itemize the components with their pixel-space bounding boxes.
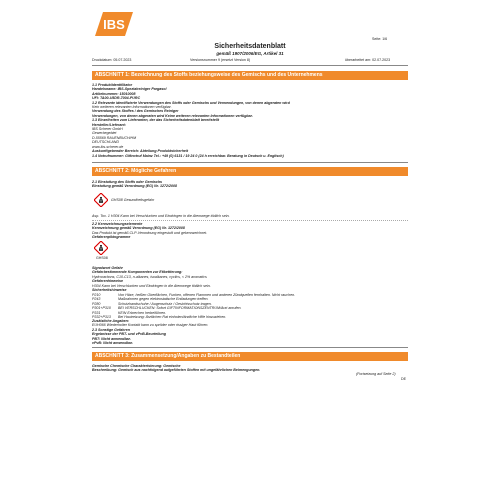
text-line: Verwendung des Stoffes / des Gemisches Reiniger <box>92 109 179 114</box>
text-line: Artikelnummer: 15010008 <box>92 91 136 96</box>
precautionary-statements <box>92 293 408 319</box>
text-line: D-55569 RAUENBUCH/HM <box>92 135 137 140</box>
text-line: 1.3 Einzelheiten zum Lieferanten, der das Sicherheitsdatenblatt bereitstellt <box>92 118 220 123</box>
text-line: Zusätzliche Angaben: <box>92 319 130 323</box>
ghs08-health-hazard-icon <box>94 193 108 207</box>
section-2-other-hazards <box>92 319 408 345</box>
revision-date: überarbeitet am: 02.07.2023 <box>345 58 391 62</box>
text-line: IBS Scherer GmbH <box>92 127 123 132</box>
sub-divider <box>92 220 408 221</box>
ghs08-label: GHS08 Gesundheitsgefahr <box>111 198 155 202</box>
document-title: Sicherheitsdatenblatt <box>214 43 286 50</box>
section-3-header: ABSCHNITT 3: Zusammensetzung/Angaben zu Bestandteilen <box>92 352 408 361</box>
section-2-header: ABSCHNITT 2: Mögliche Gefahren <box>92 167 408 176</box>
continued-note: (Fortsetzung auf Seite 2) <box>356 372 396 376</box>
text-line: Kein weiteren relevanten Informationen verfügbar. <box>92 105 172 110</box>
version-number: Versionsnummer 9 (ersetzt Version 8) <box>190 58 251 62</box>
text-line: EUH066 Wiederholter Kontakt kann zu spröder oder rissiger Haut führen. <box>92 323 209 328</box>
section-1-divider <box>92 162 408 163</box>
text-line: www.ibs-scherer.de <box>92 144 124 149</box>
statement-text: Von Hitze, heißen Oberflächen, Funken, offenen Flammen und anderen Zündquellen fernhalten. Nicht rauchen. <box>118 293 296 297</box>
text-line: Beschreibung: Gemisch aus nachfolgend aufgeführten Stoffen mit ungefährlichen Beimengungen. <box>92 368 261 373</box>
text-line: UFI: TA00-U5DR-7004-PURC <box>92 96 141 101</box>
text-line: Gewerbegebiet <box>92 131 117 136</box>
page-number: Seite: 1/6 <box>372 37 388 41</box>
text-line: Signalwort Gefahr <box>92 266 123 270</box>
text-line: Handelsname: IBS-Spezialreiniger Pargasol <box>92 87 167 92</box>
text-line: Sicherheitshinweise <box>92 288 127 293</box>
section-2-divider <box>92 347 408 348</box>
statement-text: Schutzhandschuhe / Augenschutz / Gesichtsschutz tragen. <box>118 301 212 306</box>
company-logo <box>93 10 135 38</box>
text-line: 2.1 Einstufung des Stoffs oder Gemischs <box>92 180 163 184</box>
statement-code: P331 <box>92 310 101 315</box>
text-line: Gefahrenhinweise <box>92 279 123 284</box>
text-line: 1.2 Relevante identifizierte Verwendungen des Stoffs oder Gemischs und Verwendungen, von denen abgeraten wird <box>92 100 290 105</box>
text-line: Gemische Chemische Charakterisierung: Gemische <box>92 364 181 368</box>
text-line: Hydrocarbons, C10-C13, n-alkanes, isoalkanes, cyclics, < 2% aromatics <box>92 274 207 279</box>
statement-code: P301+P310 <box>92 306 111 311</box>
statement-text: Maßnahmen gegen elektrostatische Entladungen treffen. <box>118 297 209 302</box>
text-line: 2.2 Kennzeichnungselemente <box>92 222 143 226</box>
document-header <box>92 43 408 57</box>
asp-tox-line: Asp. Tox. 1 H304 Kann bei Verschlucken und Eindringen in die Atemwege tödlich sein. <box>92 214 230 218</box>
section-2-classification <box>92 180 408 189</box>
text-line: Einstufung gemäß Verordnung (EG) Nr. 1272/2008 <box>92 184 177 189</box>
logo-icon <box>93 10 135 38</box>
ghs08-pictogram-label: GHS08 <box>96 256 108 260</box>
language-code: DE <box>401 377 406 381</box>
text-line: Auskunftgebender Bereich: Abteilung Produktsicherheit <box>92 149 189 154</box>
text-line: Hersteller/Lieferant: <box>92 122 126 127</box>
text-line: H304 Kann bei Verschlucken und Eindringen in die Atemwege tödlich sein. <box>92 283 211 288</box>
text-line: Das Produkt ist gemäß CLP-Verordnung eingestuft und gekennzeichnet. <box>92 230 208 235</box>
statement-text: KEIN Erbrechen herbeiführen. <box>118 310 167 315</box>
section-1-header: ABSCHNITT 1: Bezeichnung des Stoffs beziehungsweise des Gemischs und des Unternehmens <box>92 71 408 80</box>
text-line: DEUTSCHLAND <box>92 140 119 145</box>
document-subtitle: gemäß 1907/2006/EG, Artikel 31 <box>216 51 284 56</box>
text-line: 2.3 Sonstige Gefahren <box>92 327 130 332</box>
text-line: Verwendungen, von denen abgeraten wird Keine weiteren relevanten Informationen verfügbar. <box>92 113 253 118</box>
section-2-signal <box>92 266 408 292</box>
text-line: 1.1 Produktidentifikator <box>92 83 133 87</box>
ghs08-pictogram-icon <box>94 241 108 255</box>
text-line: Ergebnisse der PBT- und vPvB-Beurteilung <box>92 332 166 337</box>
text-line: Gefahrenpiktogramme <box>92 235 131 240</box>
text-line: 1.4 Notrufnummer: Giftnotruf Mainz Tel.: +49 (0) 6131 / 19 24 0 (24 h erreichbar. Beratung in Deutsch u. Englisch) <box>92 153 284 158</box>
statement-code: P332+P313 <box>92 315 111 320</box>
logo-text: IBS <box>103 17 125 32</box>
text-line: PBT: Nicht anwendbar. <box>92 336 131 341</box>
text-line: Gefahrbestimmende Komponenten zur Etikettierung: <box>92 270 183 275</box>
text-line: vPvB: Nicht anwendbar. <box>92 341 133 346</box>
statement-text: Bei Hautreizung: Ärztlichen Rat einholen/ärztliche Hilfe hinzuziehen. <box>118 315 227 320</box>
statement-text: BEI VERSCHLUCKEN: Sofort GIFTINFORMATIONSZENTRUM/Arzt anrufen. <box>118 306 242 311</box>
statement-code: P243 <box>92 297 101 302</box>
section-1-body <box>92 83 408 158</box>
statement-code: P280 <box>92 301 101 306</box>
section-2-labelling <box>92 222 408 240</box>
print-date: Druckdatum: 05.07.2023 <box>92 58 132 62</box>
statement-code: P210 <box>92 293 101 297</box>
text-line: Kennzeichnung gemäß Verordnung (EG) Nr. 1272/2008 <box>92 226 185 231</box>
header-divider <box>92 65 408 66</box>
